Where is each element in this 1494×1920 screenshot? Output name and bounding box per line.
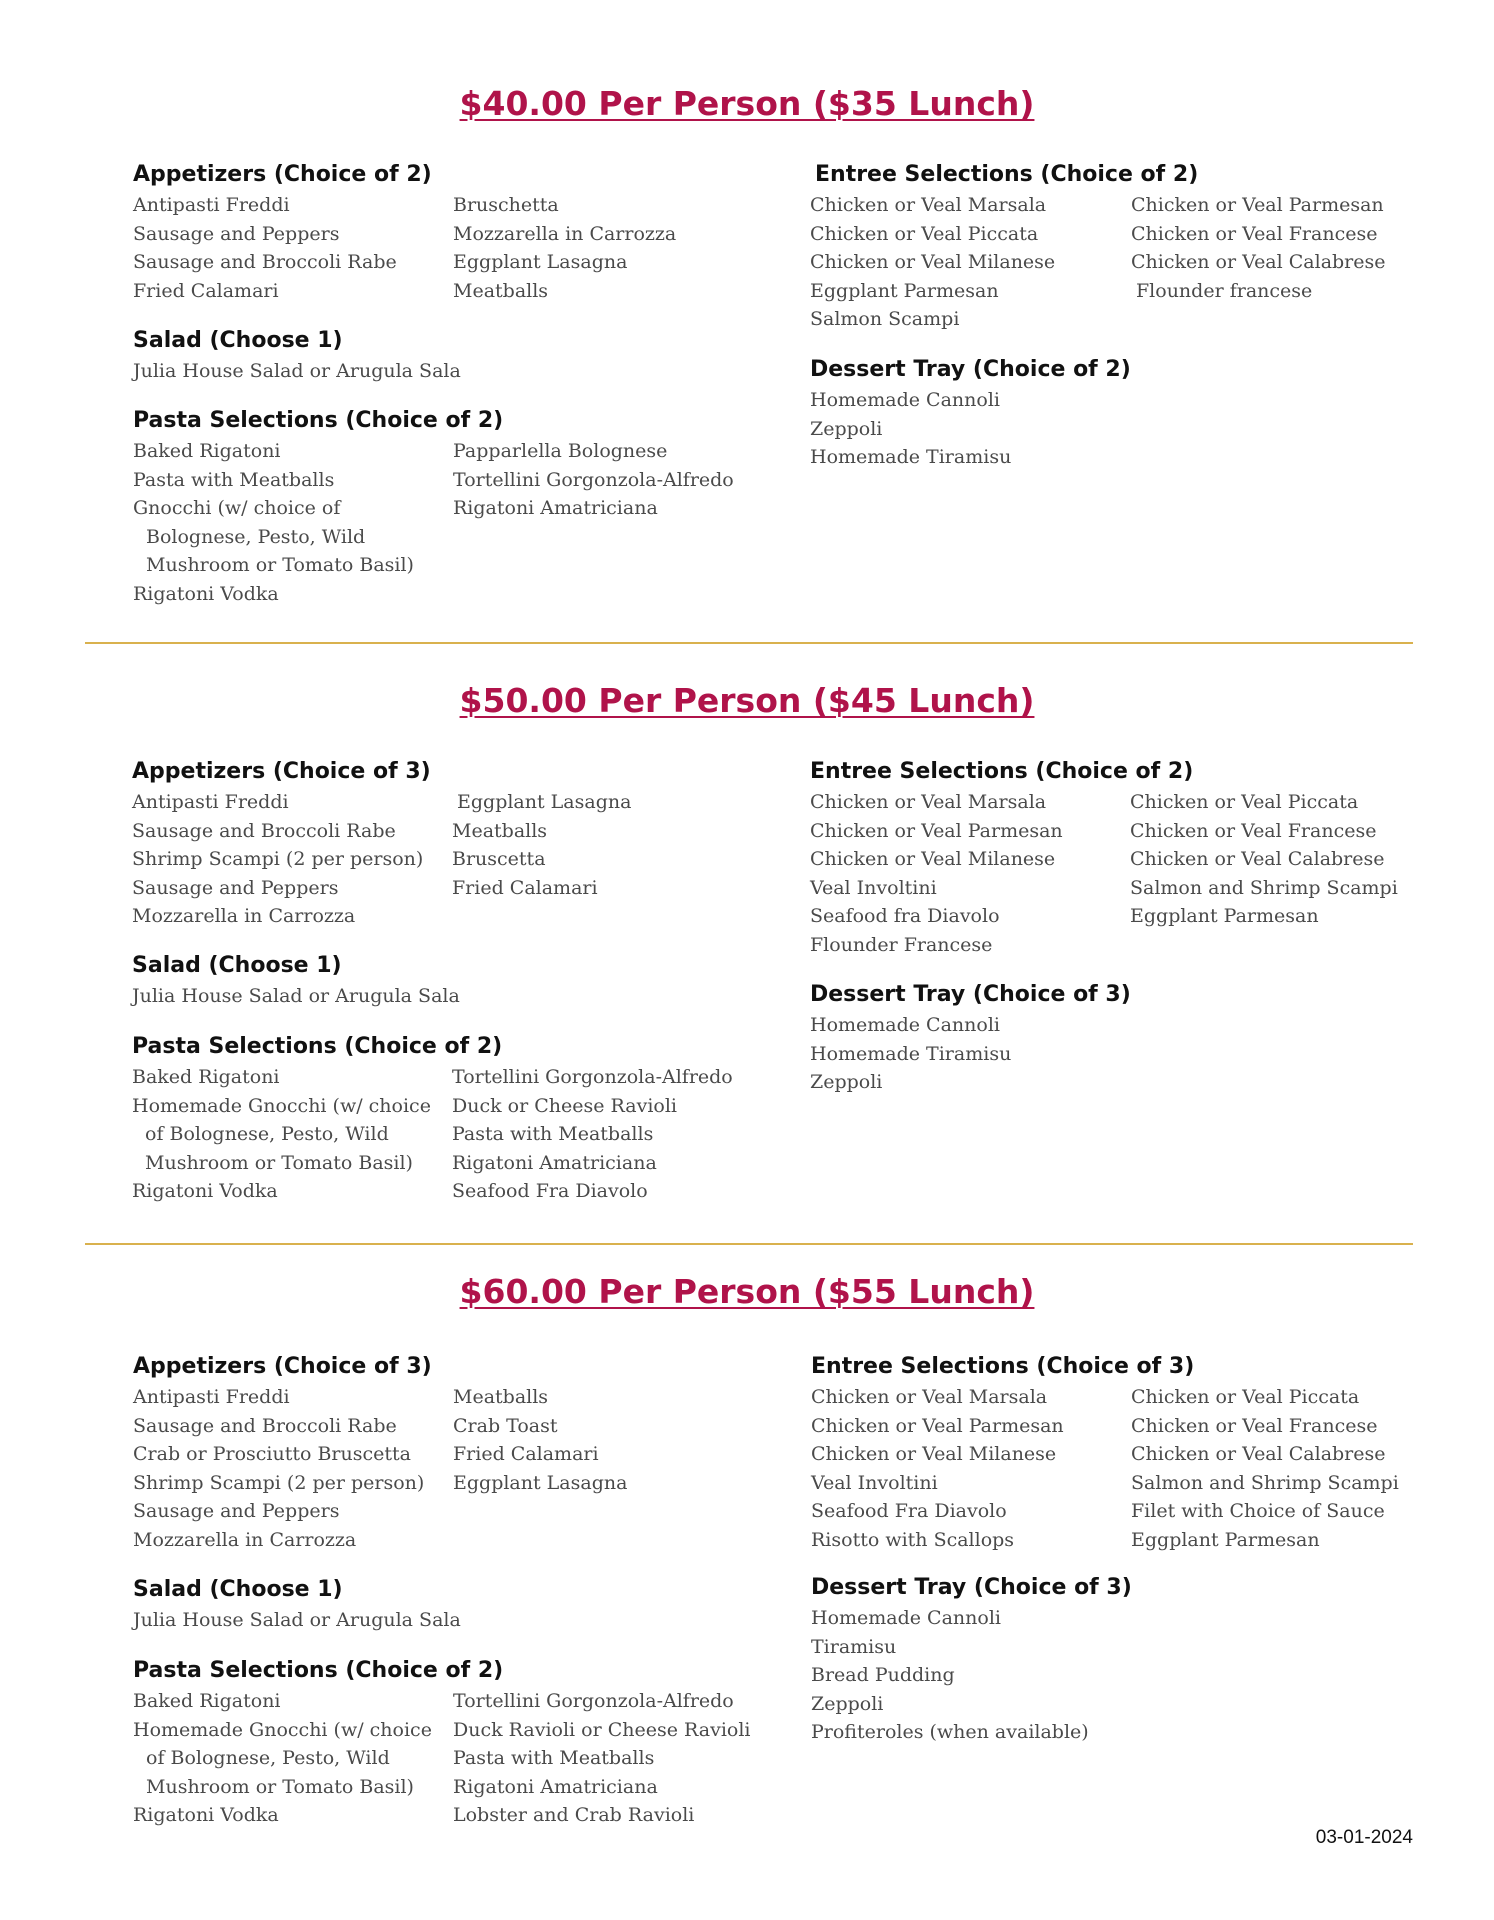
menu-item: Eggplant Parmesan bbox=[810, 279, 999, 302]
menu-item: Homemade Gnocchi (w/ choice bbox=[132, 1094, 431, 1117]
menu-item: Sausage and Broccoli Rabe bbox=[133, 1414, 397, 1437]
pasta-list-col1 bbox=[133, 437, 414, 609]
menu-item: of Bolognese, Pesto, Wild bbox=[146, 1747, 390, 1770]
menu-item: Crab or Prosciutto Bruscetta bbox=[133, 1443, 411, 1466]
menu-item: Rigatoni Vodka bbox=[133, 1804, 279, 1827]
menu-item: Chicken or Veal Milanese bbox=[811, 1443, 1057, 1466]
menu-item: Fried Calamari bbox=[453, 1443, 599, 1466]
appetizers-list-col2 bbox=[452, 788, 631, 902]
menu-item: Homemade Tiramisu bbox=[810, 446, 1012, 469]
tier-title: $50.00 Per Person ($45 Lunch) bbox=[459, 681, 1035, 720]
menu-item: Flounder francese bbox=[1136, 279, 1313, 302]
section-divider bbox=[85, 642, 1413, 644]
menu-item: Julia House Salad or Arugula Sala bbox=[133, 360, 461, 382]
menu-item: Duck or Cheese Ravioli bbox=[452, 1094, 677, 1117]
menu-item: Chicken or Veal Parmesan bbox=[811, 1414, 1064, 1437]
appetizers-list-col2 bbox=[453, 1383, 627, 1497]
menu-item: Antipasti Freddi bbox=[133, 1386, 290, 1408]
menu-item: Chicken or Veal Calabrese bbox=[1131, 251, 1386, 274]
menu-item: Zeppoli bbox=[810, 1071, 883, 1094]
menu-item: Mozzarella in Carrozza bbox=[453, 222, 677, 245]
pasta-list-col1 bbox=[132, 1063, 431, 1206]
menu-item: Eggplant Lasagna bbox=[453, 251, 628, 274]
menu-item: Chicken or Veal Marsala bbox=[810, 791, 1047, 813]
entree-heading: Entree Selections (Choice of 2) bbox=[810, 759, 1194, 784]
menu-item: Salmon and Shrimp Scampi bbox=[1130, 876, 1398, 899]
menu-item: Tortellini Gorgonzola-Alfredo bbox=[453, 1690, 734, 1712]
menu-item: Pasta with Meatballs bbox=[452, 1123, 654, 1146]
menu-item: Risotto with Scallops bbox=[811, 1528, 1015, 1551]
appetizers-list-col1 bbox=[132, 788, 423, 931]
pasta-heading: Pasta Selections (Choice of 2) bbox=[133, 408, 504, 433]
menu-item: Chicken or Veal Parmesan bbox=[810, 819, 1063, 842]
menu-item: Eggplant Parmesan bbox=[1131, 1528, 1320, 1551]
dessert-heading: Dessert Tray (Choice of 2) bbox=[810, 357, 1131, 382]
menu-item: Tortellini Gorgonzola-Alfredo bbox=[452, 1066, 733, 1088]
salad-heading: Salad (Choose 1) bbox=[133, 1577, 343, 1602]
menu-item: Tortellini Gorgonzola-Alfredo bbox=[453, 468, 734, 491]
menu-item: Baked Rigatoni bbox=[133, 1690, 281, 1712]
menu-item: Rigatoni Vodka bbox=[133, 582, 279, 605]
menu-item: Julia House Salad or Arugula Sala bbox=[132, 985, 460, 1007]
menu-item: Sausage and Broccoli Rabe bbox=[132, 819, 396, 842]
dessert-heading: Dessert Tray (Choice of 3) bbox=[811, 1575, 1132, 1600]
menu-item: Chicken or Veal Milanese bbox=[810, 848, 1056, 871]
menu-item: Seafood Fra Diavolo bbox=[811, 1500, 1007, 1523]
menu-item: Zeppoli bbox=[811, 1692, 884, 1715]
salad-heading: Salad (Choose 1) bbox=[133, 328, 343, 353]
entree-heading: Entree Selections (Choice of 2) bbox=[815, 162, 1199, 187]
menu-item: Chicken or Veal Milanese bbox=[810, 251, 1056, 274]
menu-item: Salmon and Shrimp Scampi bbox=[1131, 1471, 1399, 1494]
menu-item: Mozzarella in Carrozza bbox=[133, 1528, 357, 1551]
menu-item: Chicken or Veal Francese bbox=[1131, 1414, 1378, 1437]
dessert-list bbox=[810, 386, 1011, 472]
menu-item: Rigatoni Amatriciana bbox=[453, 1775, 658, 1798]
menu-item: Homemade Gnocchi (w/ choice bbox=[133, 1718, 432, 1741]
menu-item: Papparlella Bolognese bbox=[453, 440, 668, 462]
menu-item: Sausage and Broccoli Rabe bbox=[133, 251, 397, 274]
tier-title: $40.00 Per Person ($35 Lunch) bbox=[459, 84, 1035, 123]
menu-item: Zeppoli bbox=[810, 417, 883, 440]
menu-item: Homemade Tiramisu bbox=[810, 1042, 1012, 1065]
menu-item: Gnocchi (w/ choice of bbox=[133, 497, 341, 520]
menu-item: Tiramisu bbox=[811, 1635, 897, 1658]
appetizers-heading: Appetizers (Choice of 3) bbox=[133, 1354, 432, 1379]
menu-item: Baked Rigatoni bbox=[133, 440, 281, 462]
menu-item: Sausage and Peppers bbox=[132, 876, 339, 899]
menu-item: Shrimp Scampi (2 per person) bbox=[132, 848, 424, 871]
menu-item: Meatballs bbox=[453, 1386, 549, 1408]
entree-list-col2 bbox=[1131, 191, 1386, 305]
menu-item: Eggplant Lasagna bbox=[457, 791, 632, 813]
menu-item: Bruschetta bbox=[453, 194, 559, 216]
tier-title: $60.00 Per Person ($55 Lunch) bbox=[459, 1272, 1035, 1311]
dessert-list bbox=[810, 1011, 1011, 1097]
menu-item: Chicken or Veal Marsala bbox=[810, 194, 1047, 216]
document-date: 03-01-2024 bbox=[1315, 1827, 1413, 1848]
menu-item: Crab Toast bbox=[453, 1414, 558, 1437]
menu-item: Homemade Cannoli bbox=[811, 1607, 1001, 1629]
menu-item: Chicken or Veal Francese bbox=[1130, 819, 1377, 842]
menu-item: Chicken or Veal Piccata bbox=[810, 222, 1039, 245]
menu-item: Antipasti Freddi bbox=[133, 194, 290, 216]
salad-list bbox=[133, 1606, 461, 1635]
menu-item: Mushroom or Tomato Basil) bbox=[145, 1151, 413, 1174]
menu-item: Fried Calamari bbox=[133, 279, 279, 302]
appetizers-heading: Appetizers (Choice of 3) bbox=[132, 759, 431, 784]
appetizers-list-col2 bbox=[453, 191, 676, 305]
menu-item: Rigatoni Amatriciana bbox=[452, 1151, 657, 1174]
menu-item: Fried Calamari bbox=[452, 876, 598, 899]
pasta-list-col2 bbox=[453, 437, 734, 523]
menu-item: Pasta with Meatballs bbox=[133, 468, 335, 491]
menu-item: Meatballs bbox=[452, 819, 548, 842]
section-divider bbox=[85, 1243, 1413, 1245]
menu-item: Mushroom or Tomato Basil) bbox=[146, 554, 414, 577]
menu-item: Salmon Scampi bbox=[810, 308, 960, 331]
salad-list bbox=[132, 982, 460, 1011]
menu-item: Shrimp Scampi (2 per person) bbox=[133, 1471, 425, 1494]
menu-item: Mushroom or Tomato Basil) bbox=[146, 1775, 414, 1798]
salad-list bbox=[133, 357, 461, 386]
menu-item: Mozzarella in Carrozza bbox=[132, 905, 356, 928]
salad-heading: Salad (Choose 1) bbox=[132, 953, 342, 978]
menu-item: of Bolognese, Pesto, Wild bbox=[145, 1123, 389, 1146]
menu-item: Baked Rigatoni bbox=[132, 1066, 280, 1088]
menu-item: Veal Involtini bbox=[811, 1471, 938, 1494]
pasta-heading: Pasta Selections (Choice of 2) bbox=[133, 1658, 504, 1683]
entree-list-col2 bbox=[1130, 788, 1398, 931]
menu-item: Homemade Cannoli bbox=[810, 1014, 1000, 1036]
menu-item: Bruscetta bbox=[452, 848, 546, 871]
menu-item: Chicken or Veal Parmesan bbox=[1131, 194, 1384, 216]
menu-item: Veal Involtini bbox=[810, 876, 937, 899]
menu-item: Sausage and Peppers bbox=[133, 222, 340, 245]
entree-list-col1 bbox=[810, 191, 1055, 334]
entree-list-col1 bbox=[810, 788, 1063, 960]
menu-item: Rigatoni Amatriciana bbox=[453, 497, 658, 520]
menu-item: Seafood Fra Diavolo bbox=[452, 1180, 648, 1203]
menu-item: Homemade Cannoli bbox=[810, 389, 1000, 411]
menu-item: Chicken or Veal Marsala bbox=[811, 1386, 1048, 1408]
pasta-list-col2 bbox=[452, 1063, 733, 1206]
menu-item: Pasta with Meatballs bbox=[453, 1747, 655, 1770]
menu-item: Duck Ravioli or Cheese Ravioli bbox=[453, 1718, 751, 1741]
pasta-heading: Pasta Selections (Choice of 2) bbox=[132, 1034, 503, 1059]
menu-item: Eggplant Parmesan bbox=[1130, 905, 1319, 928]
pasta-list-col2 bbox=[453, 1687, 751, 1830]
menu-item: Flounder Francese bbox=[810, 933, 993, 956]
entree-list-col1 bbox=[811, 1383, 1064, 1555]
menu-item: Rigatoni Vodka bbox=[132, 1180, 278, 1203]
menu-item: Meatballs bbox=[453, 279, 549, 302]
dessert-list bbox=[811, 1604, 1089, 1747]
menu-item: Lobster and Crab Ravioli bbox=[453, 1804, 695, 1827]
menu-item: Chicken or Veal Piccata bbox=[1131, 1386, 1360, 1408]
menu-item: Julia House Salad or Arugula Sala bbox=[133, 1609, 461, 1631]
menu-item: Chicken or Veal Piccata bbox=[1130, 791, 1359, 813]
dessert-heading: Dessert Tray (Choice of 3) bbox=[810, 982, 1131, 1007]
menu-item: Bolognese, Pesto, Wild bbox=[146, 525, 366, 548]
menu-item: Chicken or Veal Calabrese bbox=[1131, 1443, 1386, 1466]
appetizers-list-col1 bbox=[133, 1383, 424, 1555]
menu-item: Chicken or Veal Francese bbox=[1131, 222, 1378, 245]
menu-item: Antipasti Freddi bbox=[132, 791, 289, 813]
menu-item: Seafood fra Diavolo bbox=[810, 905, 1000, 928]
appetizers-heading: Appetizers (Choice of 2) bbox=[133, 162, 432, 187]
pasta-list-col1 bbox=[133, 1687, 432, 1830]
menu-item: Eggplant Lasagna bbox=[453, 1471, 628, 1494]
menu-item: Chicken or Veal Calabrese bbox=[1130, 848, 1385, 871]
menu-item: Filet with Choice of Sauce bbox=[1131, 1500, 1385, 1523]
menu-item: Sausage and Peppers bbox=[133, 1500, 340, 1523]
entree-heading: Entree Selections (Choice of 3) bbox=[811, 1354, 1195, 1379]
menu-item: Profiteroles (when available) bbox=[811, 1721, 1089, 1744]
entree-list-col2 bbox=[1131, 1383, 1399, 1555]
menu-item: Bread Pudding bbox=[811, 1664, 955, 1687]
appetizers-list-col1 bbox=[133, 191, 397, 305]
